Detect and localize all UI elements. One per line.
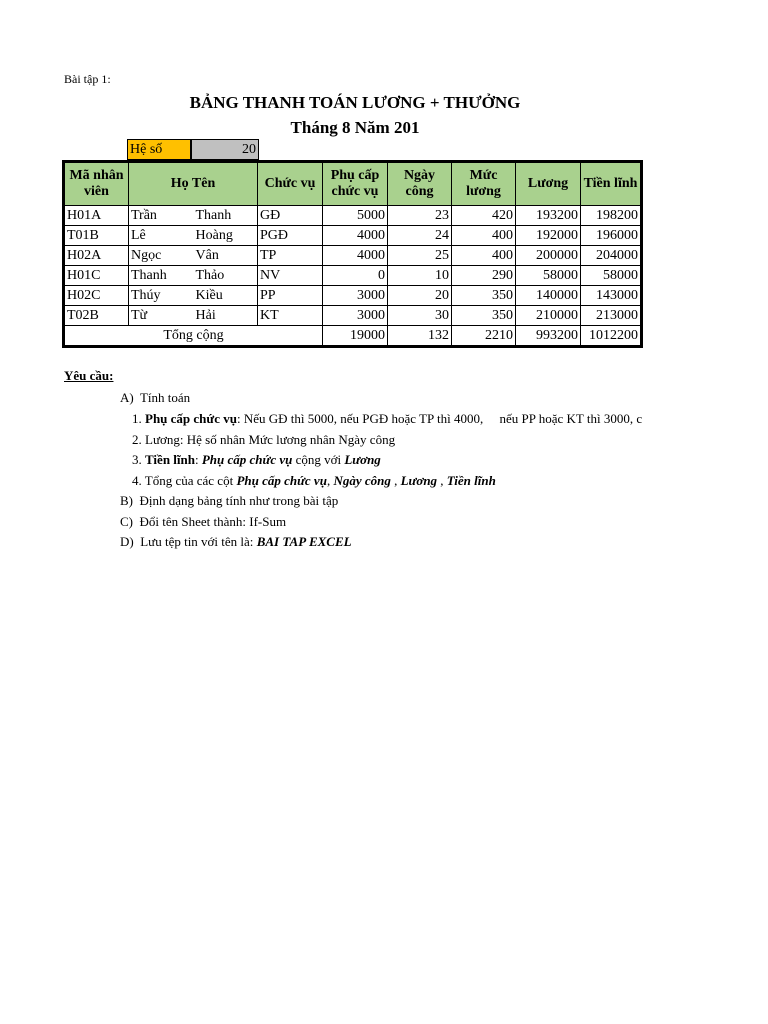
requirement-a3-bold: Tiền lĩnh: [145, 452, 195, 467]
allowance-cell[interactable]: 3000: [323, 306, 388, 326]
work-days-cell[interactable]: 25: [388, 246, 452, 266]
position-cell[interactable]: GĐ: [258, 206, 323, 226]
requirement-a1-bold: Phụ cấp chức vụ: [145, 411, 237, 426]
header-work-days[interactable]: Ngày công: [388, 162, 452, 206]
allowance-cell[interactable]: 5000: [323, 206, 388, 226]
total-pay-cell[interactable]: 58000: [581, 266, 642, 286]
requirement-a3-sep: :: [194, 452, 202, 467]
total-pay-cell[interactable]: 1012200: [581, 326, 642, 347]
page-title: BẢNG THANH TOÁN LƯƠNG + THƯỞNG: [189, 93, 521, 112]
total-rate-cell[interactable]: 2210: [452, 326, 516, 347]
work-days-cell[interactable]: 23: [388, 206, 452, 226]
requirement-a4: [132, 473, 496, 489]
last-name-cell[interactable]: Từ: [129, 306, 194, 326]
first-name-cell[interactable]: Kiều: [194, 286, 258, 306]
table-row: [64, 226, 642, 246]
requirement-b: [120, 493, 338, 509]
requirement-a2-marker: 2.: [132, 432, 142, 447]
position-cell[interactable]: PGĐ: [258, 226, 323, 246]
work-days-cell[interactable]: 30: [388, 306, 452, 326]
salary-cell[interactable]: 193200: [516, 206, 581, 226]
last-name-cell[interactable]: Thanh: [129, 266, 194, 286]
allowance-cell[interactable]: 4000: [323, 226, 388, 246]
requirement-a3-italic1: Phụ cấp chức vụ: [201, 452, 293, 467]
requirement-d-filename: BAI TAP EXCEL: [256, 534, 352, 549]
requirement-c-text: Đổi tên Sheet thành: If-Sum: [139, 514, 287, 529]
requirement-a1: [132, 411, 652, 427]
employee-id-cell[interactable]: H02C: [64, 286, 129, 306]
last-name-cell[interactable]: Thúy: [129, 286, 194, 306]
requirement-a2-text: Lương: Hệ số nhân Mức lương nhân Ngày công: [145, 432, 396, 447]
requirement-a: [120, 390, 190, 406]
salary-rate-cell[interactable]: 400: [452, 246, 516, 266]
requirement-d-text: Lưu tệp tin với tên là:: [140, 534, 257, 549]
salary-cell[interactable]: 192000: [516, 226, 581, 246]
position-cell[interactable]: NV: [258, 266, 323, 286]
work-days-cell[interactable]: 20: [388, 286, 452, 306]
table-total-row: [64, 326, 642, 347]
table-row: [64, 246, 642, 266]
position-cell[interactable]: KT: [258, 306, 323, 326]
salary-table: [62, 160, 643, 348]
first-name-cell[interactable]: Thanh: [194, 206, 258, 226]
total-days-cell[interactable]: 132: [388, 326, 452, 347]
header-salary-rate[interactable]: Mức lương: [452, 162, 516, 206]
table-row: [64, 206, 642, 226]
allowance-cell[interactable]: 3000: [323, 286, 388, 306]
first-name-cell[interactable]: Hoàng: [194, 226, 258, 246]
header-salary[interactable]: Lương: [516, 162, 581, 206]
table-row: [64, 306, 642, 326]
employee-id-cell[interactable]: T01B: [64, 226, 129, 246]
table-header-row: [64, 162, 642, 206]
requirement-a4-col2: Ngày công: [333, 473, 391, 488]
last-name-cell[interactable]: Lê: [129, 226, 194, 246]
work-days-cell[interactable]: 10: [388, 266, 452, 286]
total-allowance-cell[interactable]: 19000: [323, 326, 388, 347]
table-row: [64, 266, 642, 286]
requirements-title: Yêu cầu:: [64, 368, 114, 383]
header-allowance[interactable]: Phụ cấp chức vụ: [323, 162, 388, 206]
allowance-cell[interactable]: 4000: [323, 246, 388, 266]
total-pay-cell[interactable]: 143000: [581, 286, 642, 306]
total-pay-cell[interactable]: 213000: [581, 306, 642, 326]
total-pay-cell[interactable]: 204000: [581, 246, 642, 266]
salary-cell[interactable]: 210000: [516, 306, 581, 326]
salary-rate-cell[interactable]: 420: [452, 206, 516, 226]
salary-rate-cell[interactable]: 400: [452, 226, 516, 246]
salary-rate-cell[interactable]: 350: [452, 286, 516, 306]
work-days-cell[interactable]: 24: [388, 226, 452, 246]
requirement-a1-text: : Nếu GĐ thì 5000, nếu PGĐ hoặc TP thì 4000, nếu PP hoặc KT thì 3000, c: [236, 411, 643, 426]
position-cell[interactable]: TP: [258, 246, 323, 266]
requirement-a3-italic2: Lương: [344, 452, 381, 467]
salary-rate-cell[interactable]: 350: [452, 306, 516, 326]
employee-id-cell[interactable]: H01C: [64, 266, 129, 286]
salary-cell[interactable]: 58000: [516, 266, 581, 286]
requirement-c: [120, 514, 286, 530]
total-pay-cell[interactable]: 198200: [581, 206, 642, 226]
requirement-b-text: Định dạng bảng tính như trong bài tập: [139, 493, 339, 508]
employee-id-cell[interactable]: H01A: [64, 206, 129, 226]
requirement-d: [120, 534, 352, 550]
requirement-a2: [132, 432, 395, 448]
total-salary-cell[interactable]: 993200: [516, 326, 581, 347]
requirement-c-marker: C): [120, 514, 133, 529]
page-subtitle: Tháng 8 Năm 201: [290, 118, 420, 137]
table-row: [64, 286, 642, 306]
salary-cell[interactable]: 200000: [516, 246, 581, 266]
requirement-a4-text: Tổng của các cột: [144, 473, 237, 488]
requirement-b-marker: B): [120, 493, 133, 508]
employee-id-cell[interactable]: H02A: [64, 246, 129, 266]
total-label-cell[interactable]: Tổng cộng: [64, 326, 323, 347]
last-name-cell[interactable]: Ngọc: [129, 246, 194, 266]
position-cell[interactable]: PP: [258, 286, 323, 306]
requirement-a3-marker: 3.: [132, 452, 142, 467]
requirement-a4-col4: Tiền lĩnh: [446, 473, 496, 488]
requirement-a-text: Tính toán: [139, 390, 191, 405]
requirement-d-marker: D): [120, 534, 134, 549]
requirement-a4-sep2: ,: [390, 473, 401, 488]
last-name-cell[interactable]: Trần: [129, 206, 194, 226]
requirement-a4-marker: 4.: [132, 473, 142, 488]
total-pay-cell[interactable]: 196000: [581, 226, 642, 246]
first-name-cell[interactable]: Thảo: [194, 266, 258, 286]
requirement-a4-sep3: ,: [437, 473, 447, 488]
header-position[interactable]: Chức vụ: [258, 162, 323, 206]
requirement-a1-marker: 1.: [132, 411, 142, 426]
requirement-a4-col3: Lương: [400, 473, 438, 488]
coefficient-value-cell[interactable]: 20: [191, 139, 259, 160]
header-full-name[interactable]: Họ Tên: [129, 162, 258, 206]
requirement-a4-col1: Phụ cấp chức vụ: [236, 473, 327, 488]
first-name-cell[interactable]: Vân: [194, 246, 258, 266]
header-total-pay[interactable]: Tiền lĩnh: [581, 162, 642, 206]
requirement-a-marker: A): [120, 390, 134, 405]
allowance-cell[interactable]: 0: [323, 266, 388, 286]
requirement-a3-mid: cộng với: [292, 452, 345, 467]
exercise-label: Bài tập 1:: [64, 72, 111, 86]
requirement-a3: [132, 452, 381, 468]
first-name-cell[interactable]: Hải: [194, 306, 258, 326]
salary-cell[interactable]: 140000: [516, 286, 581, 306]
employee-id-cell[interactable]: T02B: [64, 306, 129, 326]
header-employee-id[interactable]: Mã nhân viên: [64, 162, 129, 206]
requirement-a4-sep1: ,: [326, 473, 334, 488]
coefficient-label-cell[interactable]: Hệ số: [127, 139, 191, 160]
salary-rate-cell[interactable]: 290: [452, 266, 516, 286]
